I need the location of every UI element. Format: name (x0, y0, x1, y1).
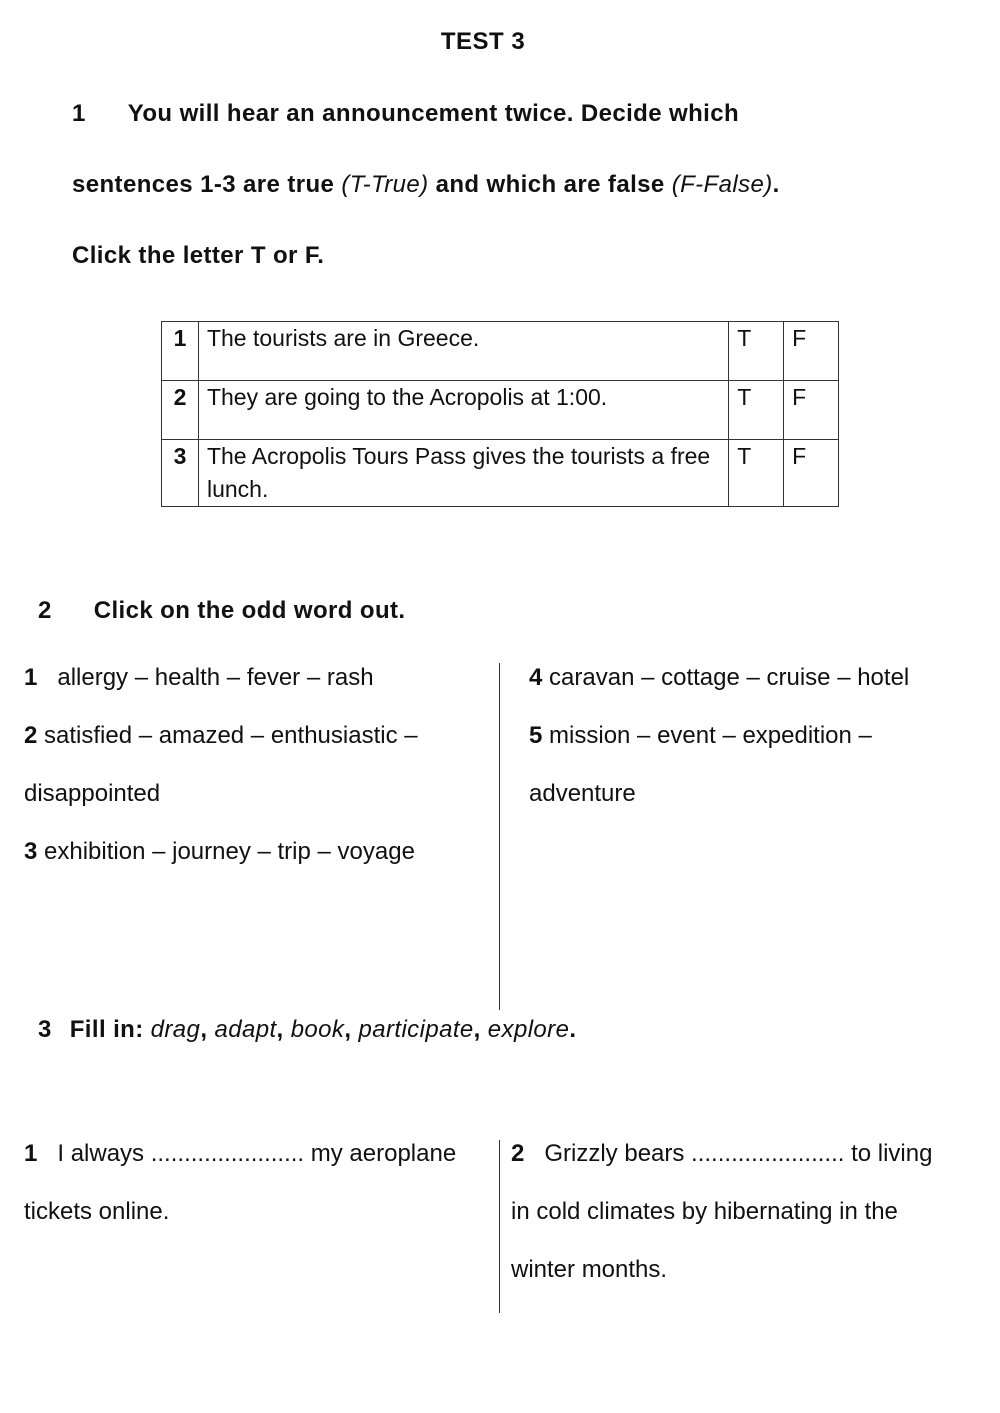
section1-instruction-line2: sentences 1-3 are true (T-True) and which are false (F-False). (72, 171, 780, 198)
section1-number: 1 (72, 100, 86, 127)
odd-word-item-4[interactable]: 4 caravan – cottage – cruise – hotel (529, 664, 910, 691)
section1-instruction-line1: 1 You will hear an announcement twice. Decide which (72, 100, 740, 127)
row-number: 1 (162, 322, 199, 381)
true-option[interactable]: T (729, 440, 784, 507)
fill-item-2: 2 Grizzly bears ....................... to living (511, 1140, 933, 1167)
row-number: 3 (162, 440, 199, 507)
section2-number: 2 (38, 597, 52, 624)
statement: They are going to the Acropolis at 1:00. (198, 381, 728, 440)
false-option[interactable]: F (784, 440, 839, 507)
fill-blank-sentence[interactable]: I always ....................... my aeroplane (57, 1140, 457, 1167)
section2-heading: 2 Click on the odd word out. (38, 597, 406, 624)
section1-instruction-line3: Click the letter T or F. (72, 242, 325, 269)
row-number: 2 (162, 381, 199, 440)
odd-word-item-5-continued[interactable]: adventure (529, 780, 636, 807)
fill-item-2-continued: in cold climates by hibernating in the (511, 1198, 898, 1225)
odd-word-item-1[interactable]: 1 allergy – health – fever – rash (24, 664, 374, 691)
fill-item-1-continued: tickets online. (24, 1198, 170, 1225)
fill-item-2-continued-2: winter months. (511, 1256, 668, 1283)
section3-number: 3 (38, 1016, 52, 1043)
word-bank-item: book (290, 1016, 345, 1043)
odd-word-item-2[interactable]: 2 satisfied – amazed – enthusiastic – (24, 722, 418, 749)
odd-word-options[interactable]: allergy – health – fever – rash (57, 664, 374, 691)
word-bank-item: adapt (214, 1016, 277, 1043)
true-option[interactable]: T (729, 322, 784, 381)
table-row (162, 322, 839, 381)
word-bank-item: participate (358, 1016, 474, 1043)
table-row (162, 381, 839, 440)
fill-blank-sentence[interactable]: Grizzly bears ....................... to living (544, 1140, 933, 1167)
true-option[interactable]: T (729, 381, 784, 440)
fill-item-1: 1 I always ....................... my aeroplane (24, 1140, 457, 1167)
statement: The Acropolis Tours Pass gives the tourists a free lunch. (198, 440, 728, 507)
section3-heading: 3 Fill in: drag, adapt, book, participate, explore. (38, 1016, 577, 1043)
column-divider (499, 663, 500, 1010)
page-title: TEST 3 (440, 28, 526, 55)
odd-word-options[interactable]: satisfied – amazed – enthusiastic – (44, 722, 418, 749)
odd-word-options[interactable]: mission – event – expedition – (549, 722, 872, 749)
word-bank-item: explore (487, 1016, 570, 1043)
column-divider (499, 1140, 500, 1313)
table-row (162, 440, 839, 507)
false-option[interactable]: F (784, 322, 839, 381)
odd-word-item-2-continued[interactable]: disappointed (24, 780, 161, 807)
false-option[interactable]: F (784, 381, 839, 440)
statement: The tourists are in Greece. (198, 322, 728, 381)
true-false-table (161, 321, 839, 507)
odd-word-item-3[interactable]: 3 exhibition – journey – trip – voyage (24, 838, 415, 865)
odd-word-options[interactable]: caravan – cottage – cruise – hotel (549, 664, 910, 691)
odd-word-item-5[interactable]: 5 mission – event – expedition – (529, 722, 872, 749)
word-bank-item: drag (150, 1016, 201, 1043)
odd-word-options[interactable]: exhibition – journey – trip – voyage (44, 838, 415, 865)
